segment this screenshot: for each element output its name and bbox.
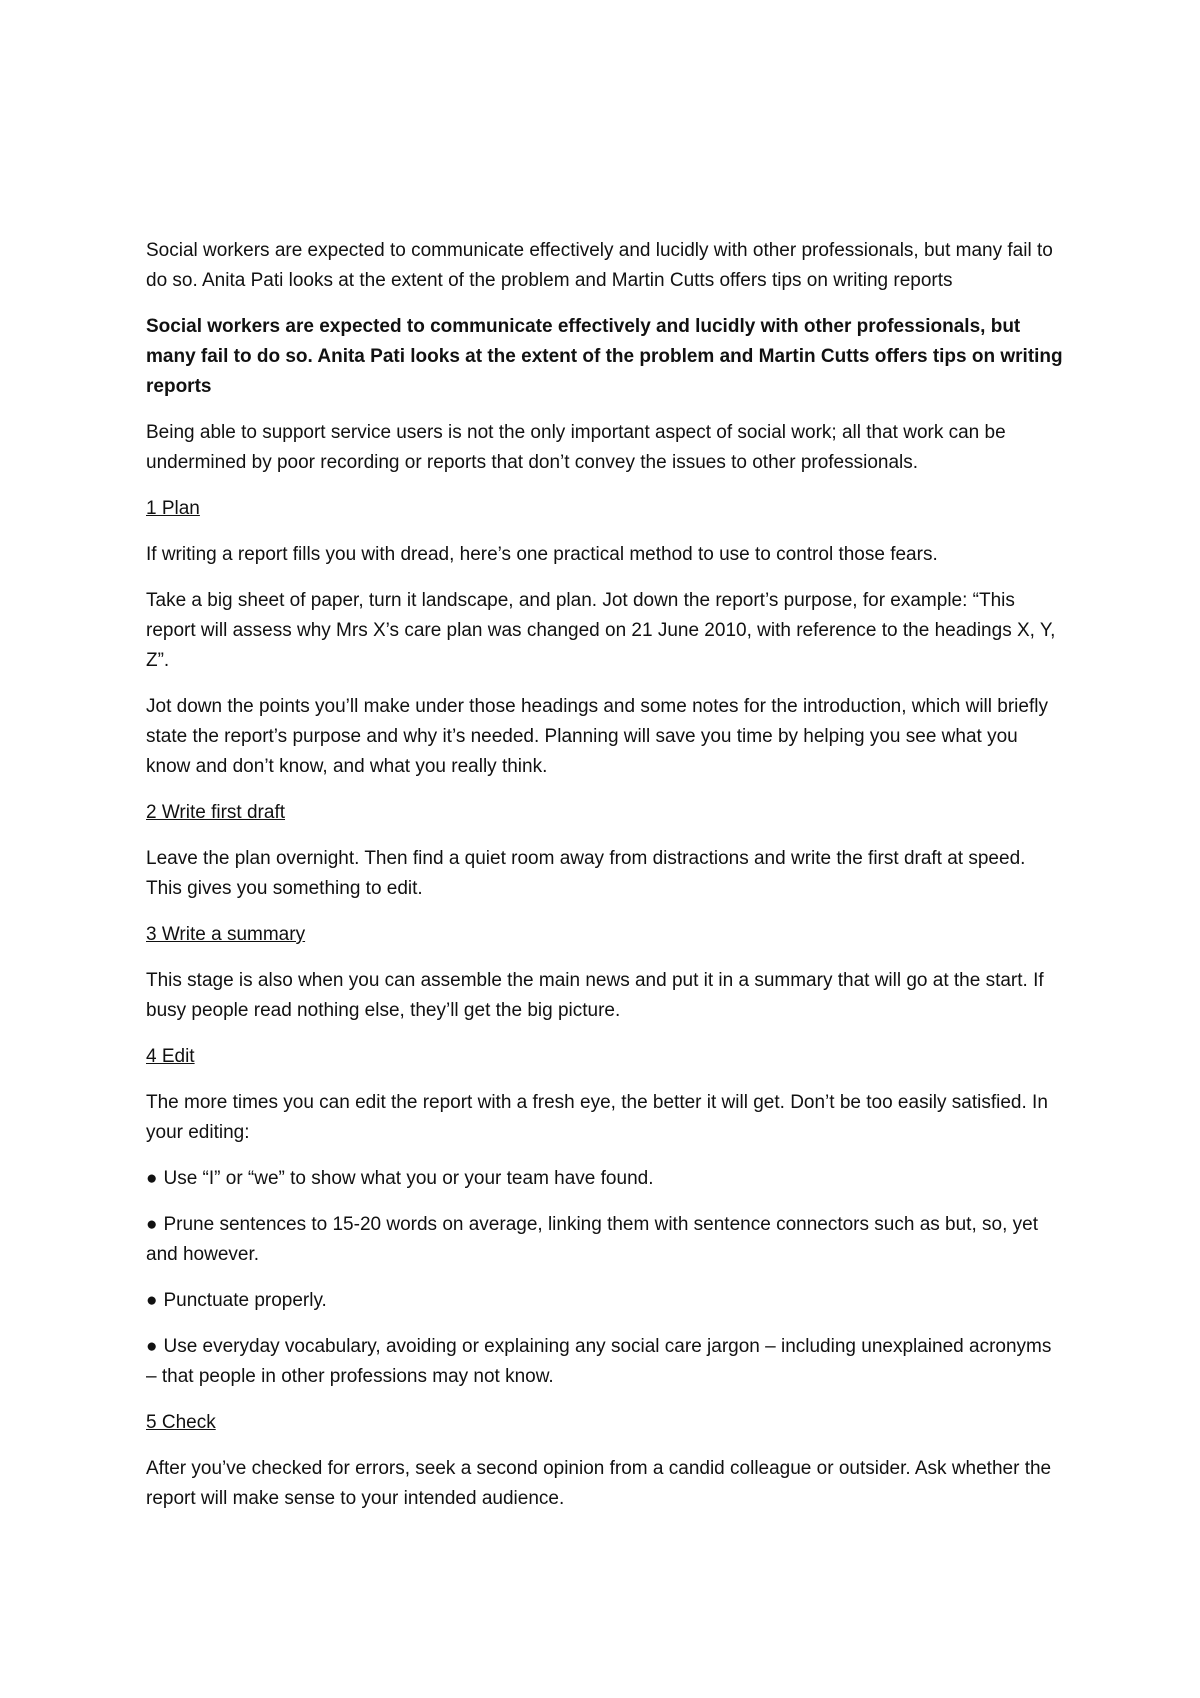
section-heading-edit: 4 Edit: [146, 1046, 195, 1067]
body-paragraph: If writing a report fills you with dread, here’s one practical method to use to control those fears.: [146, 544, 938, 565]
bullet-item: [146, 1286, 1066, 1316]
section-heading-check: 5 Check: [146, 1412, 216, 1433]
bullet-text: Punctuate properly.: [163, 1290, 327, 1311]
bullet-text: Use “I” or “we” to show what you or your team have found.: [163, 1168, 654, 1189]
bullet-item: [146, 1332, 1066, 1392]
bullet-icon: ●: [146, 1336, 158, 1357]
bullet-icon: ●: [146, 1290, 158, 1311]
body-paragraph: This stage is also when you can assemble the main news and put it in a summary that will go at the start. If busy people read nothing else, they’ll get the big picture.: [146, 970, 1044, 1021]
intro-bold-paragraph: Social workers are expected to communicate effectively and lucidly with other professionals, but many fail to do so. Anita Pati looks at the extent of the problem and Martin Cutts offers tips on writing reports: [146, 316, 1063, 397]
intro-paragraph: Social workers are expected to communicate effectively and lucidly with other professionals, but many fail to do so. Anita Pati looks at the extent of the problem and Martin Cutts offers tips on writing reports: [146, 240, 1053, 291]
bullet-text: Use everyday vocabulary, avoiding or explaining any social care jargon – including unexplained acronyms – that people in other professions may not know.: [146, 1336, 1052, 1387]
body-paragraph: After you’ve checked for errors, seek a second opinion from a candid colleague or outsider. Ask whether the report will make sense to your intended audience.: [146, 1458, 1052, 1509]
bullet-item: [146, 1210, 1066, 1270]
opening-paragraph: Being able to support service users is not the only important aspect of social work; all that work can be undermined by poor recording or reports that don’t convey the issues to other professionals.: [146, 422, 1006, 473]
bullet-item: [146, 1164, 1066, 1194]
bullet-icon: ●: [146, 1214, 158, 1235]
body-paragraph: Leave the plan overnight. Then find a quiet room away from distractions and write the first draft at speed. This gives you something to edit.: [146, 848, 1026, 899]
section-heading-first-draft: 2 Write first draft: [146, 802, 286, 823]
bullet-text: Prune sentences to 15-20 words on average, linking them with sentence connectors such as but, so, yet and however.: [146, 1214, 1038, 1265]
document-page: [146, 236, 1066, 1530]
section-heading-summary: 3 Write a summary: [146, 924, 306, 945]
body-paragraph: The more times you can edit the report with a fresh eye, the better it will get. Don’t be too easily satisfied. In your editing:: [146, 1092, 1048, 1143]
bullet-icon: ●: [146, 1168, 158, 1189]
section-heading-plan: 1 Plan: [146, 498, 200, 519]
body-paragraph: Jot down the points you’ll make under those headings and some notes for the introduction, which will briefly state the report’s purpose and why it’s needed. Planning will save you time by helping you see what you know and don’t know, and what you really think.: [146, 696, 1048, 777]
body-paragraph: Take a big sheet of paper, turn it landscape, and plan. Jot down the report’s purpose, for example: “This report will assess why Mrs X’s care plan was changed on 21 June 2010, with reference to the headings X, Y, Z”.: [146, 590, 1056, 671]
